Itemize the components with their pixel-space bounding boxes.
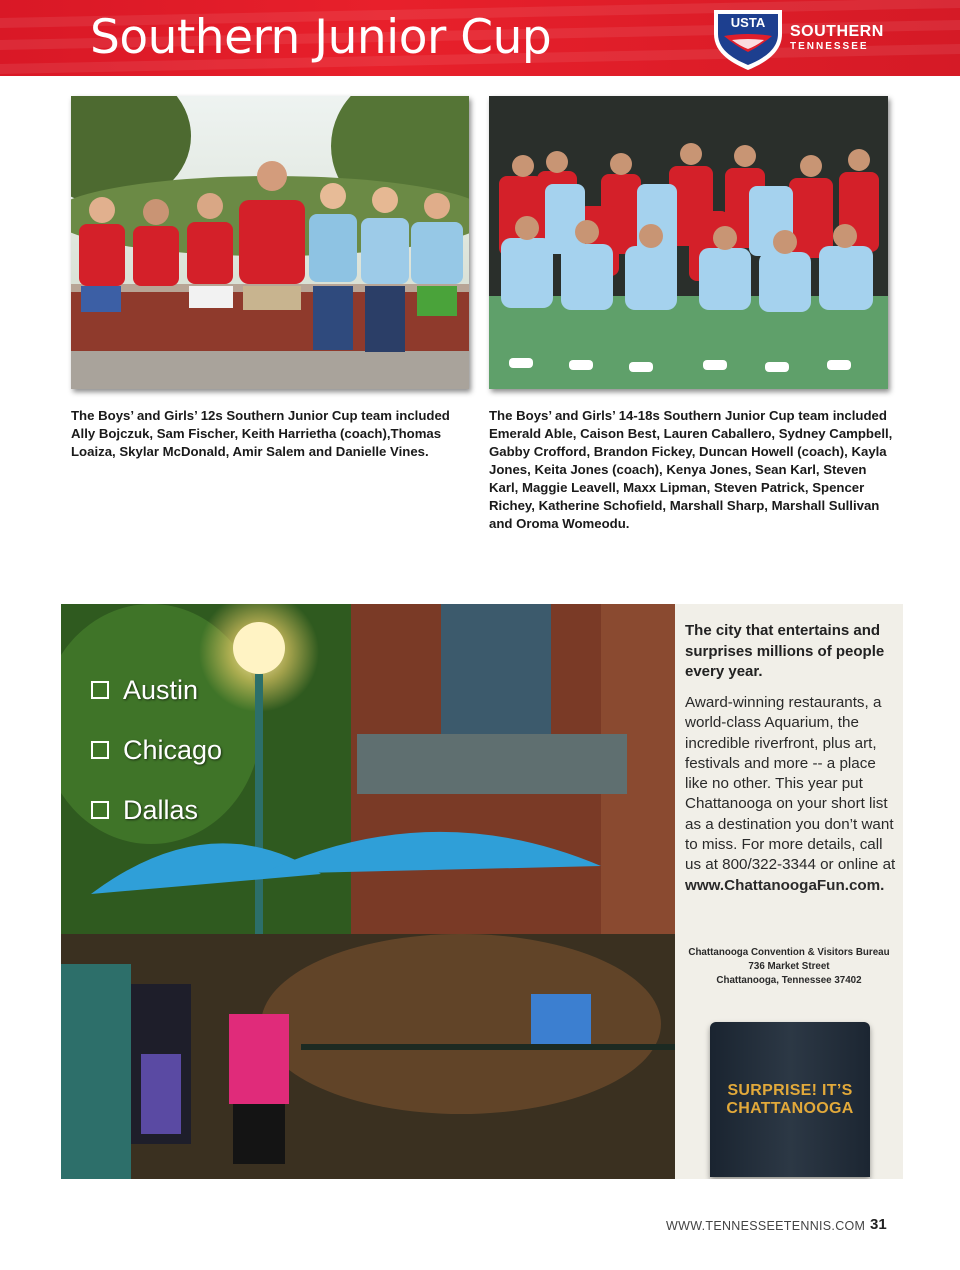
address-line: Chattanooga Convention & Visitors Bureau xyxy=(688,947,890,958)
ad-body xyxy=(685,693,900,896)
slogan-line: SURPRISE! IT’S xyxy=(727,1082,853,1099)
page-number: 31 xyxy=(870,1216,887,1233)
city-name: Chicago xyxy=(123,734,223,765)
logo-southern-text: SOUTHERN xyxy=(790,23,884,40)
footer-website-link[interactable]: WWW.TENNESSEETENNIS.COM xyxy=(666,1219,866,1233)
ad-body-text: Award-winning restaurants, a world-class Aquarium, the incredible riverfront, plus art, festivals and more -- a place like no other. This year put Chattanooga on your short list as a destination you don’t want to miss. For more details, call us at 800/322-3344 or online at xyxy=(685,694,896,874)
address-line: 736 Market Street xyxy=(748,961,830,972)
city-name: Dallas xyxy=(123,794,199,825)
address-line: Chattanooga, Tennessee 37402 xyxy=(716,975,862,986)
ad-address xyxy=(675,946,903,988)
city-name: Austin xyxy=(123,674,199,705)
usta-logo xyxy=(710,6,786,72)
checkbox-icon xyxy=(91,741,109,759)
city-checklist xyxy=(91,660,222,840)
page-header xyxy=(0,0,960,76)
ad-night-patio-photo xyxy=(61,604,675,1179)
slogan-line: CHATTANOOGA xyxy=(726,1100,854,1117)
checkbox-icon xyxy=(91,681,109,699)
usta-badge-text: USTA xyxy=(730,15,766,30)
photo-14-18s-team xyxy=(489,96,888,389)
city-item xyxy=(91,720,222,780)
checkbox-icon xyxy=(91,801,109,819)
ad-slogan xyxy=(710,1082,870,1118)
page-title: Southern Junior Cup xyxy=(90,10,552,65)
chattanooga-advertisement[interactable] xyxy=(61,604,903,1179)
ad-guidebook-image xyxy=(710,1022,870,1177)
ad-headline: The city that entertains and surprises millions of people every year. xyxy=(685,622,885,680)
logo-tennessee-text: TENNESSEE xyxy=(790,41,869,52)
caption-12s-team: The Boys’ and Girls’ 12s Southern Junior Cup team included Ally Bojczuk, Sam Fischer, Keith Harrietha (coach),Thomas Loaiza, Skylar McDonald, Amir Salem and Danielle Vines. xyxy=(71,408,450,459)
photo-12s-team xyxy=(71,96,469,389)
city-item xyxy=(91,660,222,720)
ad-website-link[interactable]: www.ChattanoogaFun.com. xyxy=(685,876,885,894)
caption-14-18s-team: The Boys’ and Girls’ 14-18s Southern Junior Cup team included Emerald Able, Caison Best, Lauren Caballero, Sydney Campbell, Gabby Crofford, Brandon Fickey, Duncan Howell (coach), Kayla Jones, Keita Jones (coach), Kenya Jones, Sean Karl, Steven Karl, Maggie Leavell, Maxx Lipman, Steven Patrick, Spencer Richey, Katherine Schofield, Marshall Sharp, Marshall Sullivan and Oroma Womeodu. xyxy=(489,408,893,531)
city-item xyxy=(91,780,222,840)
ad-text-panel xyxy=(675,604,903,1179)
